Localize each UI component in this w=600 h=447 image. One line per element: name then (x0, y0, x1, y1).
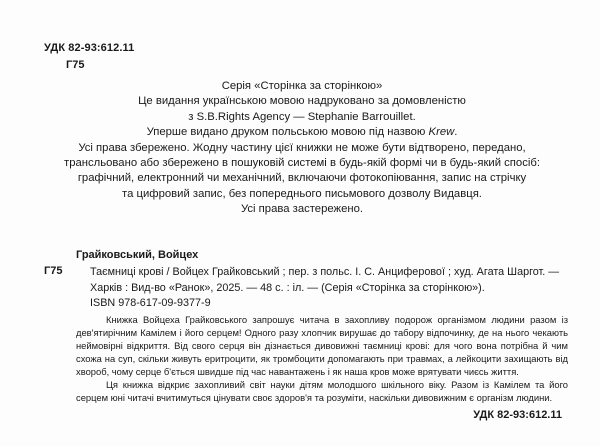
author-heading: Грайковський, Войцех (76, 249, 199, 261)
catalog-title-line: Таємниці крові / Войцех Грайковський ; пер. з польс. І. С. Анциферової ; худ. Агата Шаргот. — (90, 266, 560, 278)
imprint-block (44, 79, 560, 218)
catalog-publisher-line: Харків : Вид-во «Ранок», 2025. — 48 с. : іл. — (Серія «Сторінка за сторінкою»). (90, 281, 485, 294)
annotation-paragraph: Ця книжка відкриє захопливий світ науки дітям молодшого шкільного віку. Разом із Камілем та його серцем юні читачі вчитимуться цінувати своє здоров'я та розуміти, наскільки дивовижним є організм людини. (76, 379, 568, 403)
rights-line: та цифровий запис, без попереднього письмового дозволу Видавця. (122, 187, 482, 200)
annotation (76, 313, 568, 404)
isbn: ISBN 978-617-09-9377-9 (90, 297, 211, 309)
rights-line: Усі права збережено. Жодну частину цієї книжки не може бути відтворено, передано, (78, 141, 526, 154)
udk-code-bottom: УДК 82-93:612.11 (473, 409, 562, 421)
original-title: Krew (428, 126, 455, 139)
annotation-paragraph: Книжка Войцеха Грайковського запрошує читача в захопливу подорож організмом людини разом із дев'ятирічним Камілем і його серцем! Одного разу хлопчик вирушає до табору відпочинку, де на нього чекають неймовірні відкриття. Від свого серця він дізнається дивовижні таємниці крові: для чого вона потрібна й чим схожа на суп, скільки живуть еритроцити, як тромбоцити допомагають при травмах, а лейкоцити захищають від хвороб, чому серце б'ється швидше під час навантажень і як наша кров може врятувати чиєсь життя. (76, 314, 568, 377)
rights-line: трансльовано або збережено в пошуковій системі в будь-якій формі чи в будь-який спосіб: (64, 157, 540, 170)
original-edition-line: Уперше видано друком польською мовою під назвою Krew. (146, 126, 458, 139)
udk-code-top: УДК 82-93:612.11 (44, 42, 135, 54)
agency-line: з S.B.Rights Agency — Stephanie Barrouillet. (188, 110, 416, 123)
rights-line: Усі права застережено. (240, 203, 364, 216)
series-line: Серія «Сторінка за сторінкою» (221, 80, 383, 92)
author-mark-top: Г75 (66, 59, 85, 71)
author-mark: Г75 (44, 265, 63, 277)
rights-line: графічний, електронний чи механічний, включаючи фотокопіювання, запис на стрічку (77, 172, 527, 185)
catalog-entry (90, 265, 568, 312)
agreement-line: Це видання українською мовою надруковано за домовленістю (138, 95, 466, 108)
